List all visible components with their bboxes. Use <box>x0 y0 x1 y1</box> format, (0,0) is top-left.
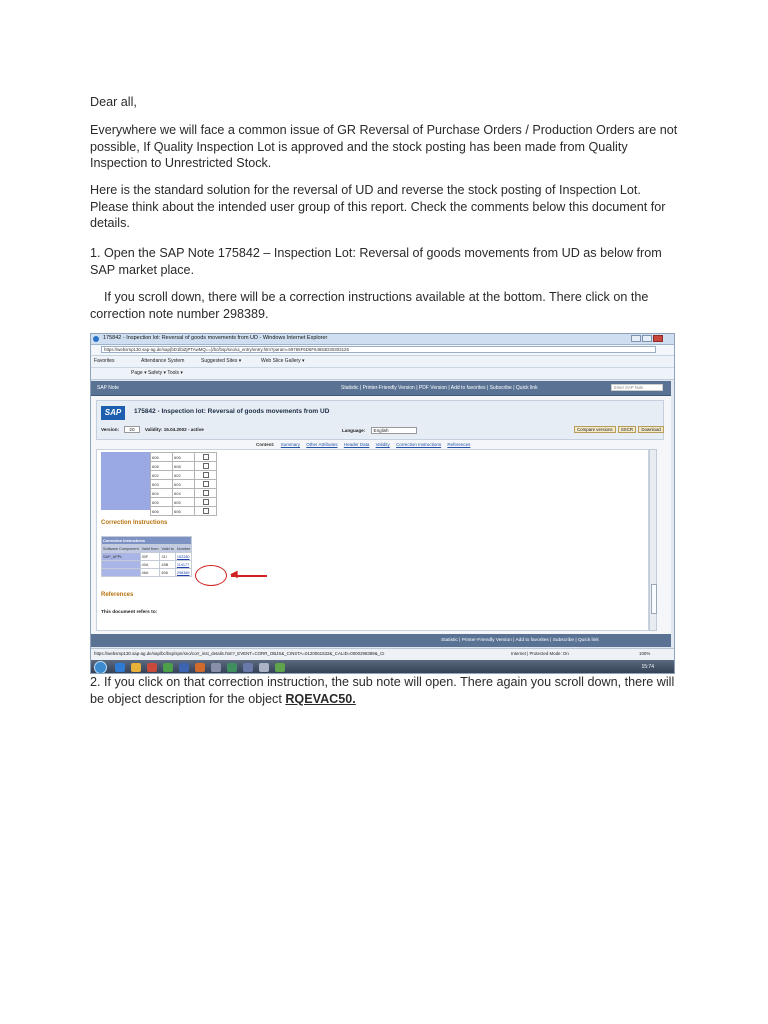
validity-row <box>151 480 217 489</box>
scrollbar-thumb[interactable] <box>651 584 657 614</box>
ci-value: 606 <box>161 570 168 575</box>
ci-cell-to <box>160 569 175 577</box>
version-label: Version: <box>101 427 120 432</box>
ci-row <box>102 569 192 577</box>
validity-row <box>151 471 217 480</box>
embedded-screenshot <box>90 333 675 674</box>
validity-checkbox-cell <box>195 453 217 462</box>
app-taskbar-icon[interactable] <box>195 663 205 672</box>
sap-toolbar-links[interactable]: Statistic | Printer-Friendly Version | PDF Version | Add to favorites | Subscribe | Quick link <box>341 385 538 391</box>
note-body <box>96 449 649 631</box>
validity-cell: 606 <box>151 453 173 462</box>
language-row <box>342 427 417 434</box>
validity-checkbox-cell <box>195 462 217 471</box>
header-buttons <box>573 426 664 433</box>
validity-cell: 604 <box>151 489 173 498</box>
app-taskbar-icon[interactable] <box>211 663 221 672</box>
correction-number-link[interactable]: 114177 <box>176 562 190 567</box>
taskbar <box>91 660 674 674</box>
download-button[interactable]: Download <box>638 426 664 433</box>
correction-number-link[interactable]: 152280 <box>176 554 190 559</box>
ci-header: Valid from <box>141 546 159 551</box>
scroll-instruction-paragraph: If you scroll down, there will be a correction instructions available at the bottom. There click on the correction note number 298389. <box>90 290 652 321</box>
nav-link-attributes[interactable]: Other Attributes <box>306 442 338 447</box>
taskbar-clock: 15:74 <box>641 664 654 670</box>
ci-value: 40A <box>141 562 149 567</box>
note-title: 175842 - Inspection lot: Reversal of goods movements from UD <box>134 408 330 415</box>
ci-table-title: Correction Instructions <box>102 537 192 545</box>
note-header <box>96 400 664 440</box>
ci-value: 46A <box>141 570 149 575</box>
note-content <box>91 396 671 634</box>
url-input[interactable]: https://websmp130.sap-ag.de/sap(bD1lbiZjPTAwMQ==)/bc/bsp/sno/ui_entry/entry.htm?param=69765F6D6F64653D30303126 <box>101 346 656 353</box>
close-icon[interactable] <box>653 335 663 342</box>
compare-versions-button[interactable]: Compare versions <box>574 426 616 433</box>
address-bar <box>91 345 674 356</box>
checkbox-icon[interactable] <box>203 481 209 487</box>
validity-cell: 608 <box>173 462 195 471</box>
scrollbar[interactable] <box>649 449 657 631</box>
language-label: Language: <box>342 428 366 433</box>
checkbox-icon[interactable] <box>203 454 209 460</box>
ci-cell-to <box>160 561 175 569</box>
validity-row <box>151 489 217 498</box>
validity-checkbox-cell <box>195 489 217 498</box>
sap-note-label: SAP Note <box>97 385 119 391</box>
validity-cell: 606 <box>173 507 195 516</box>
status-bar <box>91 648 674 660</box>
status-url: https://websmp130.sap-ag.de/sap/bc/bsp/spn/sno/corr_inst_details.htm?_EVENT=CORR_OBJS&_CINSTA=0120061532&_CALID=0000298389&_CI <box>94 651 385 656</box>
nav-link-summary[interactable]: Summary <box>280 442 301 447</box>
references-heading: References <box>101 592 134 598</box>
ci-value: 30F <box>141 554 149 559</box>
zoom-level[interactable]: 100% <box>639 651 651 656</box>
checkbox-icon[interactable] <box>203 499 209 505</box>
quick-link-input[interactable]: Enter SAP Note <box>611 384 663 391</box>
app-taskbar-icon[interactable] <box>227 663 237 672</box>
validity-row <box>151 498 217 507</box>
intro-paragraph: Everywhere we will face a common issue of GR Reversal of Purchase Orders / Production Orders are not possible, If Quality Inspection Lot is approved and the stock posting has been made from Quality Inspection to Unrestricted Stock. <box>90 123 678 170</box>
command-bar <box>91 368 674 380</box>
nav-link-references[interactable]: References <box>447 442 471 447</box>
ci-cell-to <box>160 553 175 561</box>
version-row <box>101 427 204 432</box>
checkbox-icon[interactable] <box>203 508 209 514</box>
ci-cell-from <box>140 553 160 561</box>
validity-cell: 602 <box>151 471 173 480</box>
validity-cell: 606 <box>173 453 195 462</box>
greeting: Dear all, <box>90 95 137 109</box>
solution-paragraph: Here is the standard solution for the reversal of UD and reverse the stock posting of Inspection Lot. Please think about the intended user group of this report. Check the comments below this document for details. <box>90 183 666 230</box>
app-taskbar-icon[interactable] <box>147 663 157 672</box>
ci-header: Valid to <box>161 546 174 551</box>
language-select[interactable]: English <box>371 427 417 434</box>
checkbox-icon[interactable] <box>203 490 209 496</box>
fav-item[interactable]: Attendance System <box>141 358 185 364</box>
validity-cell: 603 <box>151 480 173 489</box>
favorites-bar <box>91 356 674 368</box>
validity-checkbox-cell <box>195 507 217 516</box>
validity-text: Validity: 15.04.2002 - active <box>144 427 204 432</box>
window-titlebar <box>91 334 674 345</box>
content-label: Content: <box>256 442 275 447</box>
fav-item[interactable]: Suggested Sites ▾ <box>201 358 242 364</box>
ci-cell-component <box>102 561 141 569</box>
ci-cell-number[interactable] <box>175 569 192 577</box>
ci-cell-component <box>102 553 141 561</box>
sap-footer-bar <box>91 634 671 647</box>
window-title: 175842 - Inspection lot: Reversal of goods movements from UD - Windows Internet Explorer <box>103 335 328 341</box>
ci-row <box>102 561 192 569</box>
minimize-icon[interactable] <box>631 335 641 342</box>
maximize-icon[interactable] <box>642 335 652 342</box>
nav-link-corrections[interactable]: Correction Instructions <box>396 442 442 447</box>
sscr-button[interactable]: SSCR <box>618 426 636 433</box>
ci-cell-number[interactable] <box>175 561 192 569</box>
app-taskbar-icon[interactable] <box>243 663 253 672</box>
arrow-head-icon: ◀ <box>230 569 238 580</box>
validity-cell: 606 <box>151 507 173 516</box>
step-1-paragraph: 1. Open the SAP Note 175842 – Inspection Lot: Reversal of goods movements from UD as below from SAP market place. <box>90 246 662 277</box>
correction-number-link[interactable]: 298389 <box>176 570 190 575</box>
explorer-taskbar-icon[interactable] <box>131 663 141 672</box>
ci-header: Number <box>176 546 191 551</box>
refers-text: This document refers to: <box>101 610 158 615</box>
ie-icon <box>93 336 99 342</box>
validity-checkbox-cell <box>195 471 217 480</box>
correction-heading: Correction Instructions <box>101 520 168 526</box>
ci-cell-from <box>140 569 160 577</box>
app-taskbar-icon[interactable] <box>163 663 173 672</box>
ci-row <box>102 553 192 561</box>
ci-cell-number[interactable] <box>175 553 192 561</box>
sap-toolbar <box>91 381 671 396</box>
validity-table <box>150 452 217 516</box>
start-button-icon[interactable] <box>94 661 107 674</box>
validity-component-cell <box>101 452 150 510</box>
version-select[interactable]: 20 <box>124 426 139 433</box>
validity-cell: 603 <box>173 480 195 489</box>
validity-cell: 602 <box>173 471 195 480</box>
ci-value: SAP_APPL <box>103 554 123 559</box>
nav-link-validity[interactable]: Validity <box>375 442 390 447</box>
ci-cell-from <box>140 561 160 569</box>
fav-item[interactable]: Web Slice Gallery ▾ <box>261 358 305 364</box>
ci-value: 31I <box>161 554 167 559</box>
footer-links[interactable]: Statistic | Printer-Friendly Version | Add to favorites | Subscribe | Quick link <box>441 638 599 643</box>
app-taskbar-icon[interactable] <box>179 663 189 672</box>
checkbox-icon[interactable] <box>203 463 209 469</box>
favorites-button[interactable]: Favorites <box>94 358 115 364</box>
step-2-paragraph <box>90 674 680 707</box>
validity-checkbox-cell <box>195 498 217 507</box>
ci-value: 45B <box>161 562 169 567</box>
validity-row <box>151 462 217 471</box>
content-nav <box>256 442 470 447</box>
status-zone: Internet | Protected Mode: On <box>511 651 569 656</box>
app-taskbar-icon[interactable] <box>275 663 285 672</box>
validity-row <box>151 453 217 462</box>
sap-logo: SAP <box>101 406 125 420</box>
ci-cell-component <box>102 569 141 577</box>
app-taskbar-icon[interactable] <box>259 663 269 672</box>
validity-cell: 604 <box>173 489 195 498</box>
validity-checkbox-cell <box>195 480 217 489</box>
nav-link-header[interactable]: Header Data <box>343 442 370 447</box>
validity-cell: 605 <box>151 498 173 507</box>
validity-row <box>151 507 217 516</box>
checkbox-icon[interactable] <box>203 472 209 478</box>
highlight-circle <box>195 565 227 586</box>
object-name: RQEVAC50. <box>285 691 356 706</box>
ci-header: Software Component <box>103 546 139 551</box>
command-items[interactable]: Page ▾ Safety ▾ Tools ▾ <box>131 370 183 376</box>
ie-taskbar-icon[interactable] <box>115 663 125 672</box>
step-2-text: 2. If you click on that correction instruction, the sub note will open. There again you scroll down, there will be object description for the object <box>90 675 675 706</box>
validity-cell: 608 <box>151 462 173 471</box>
correction-table <box>101 536 192 577</box>
validity-cell: 605 <box>173 498 195 507</box>
